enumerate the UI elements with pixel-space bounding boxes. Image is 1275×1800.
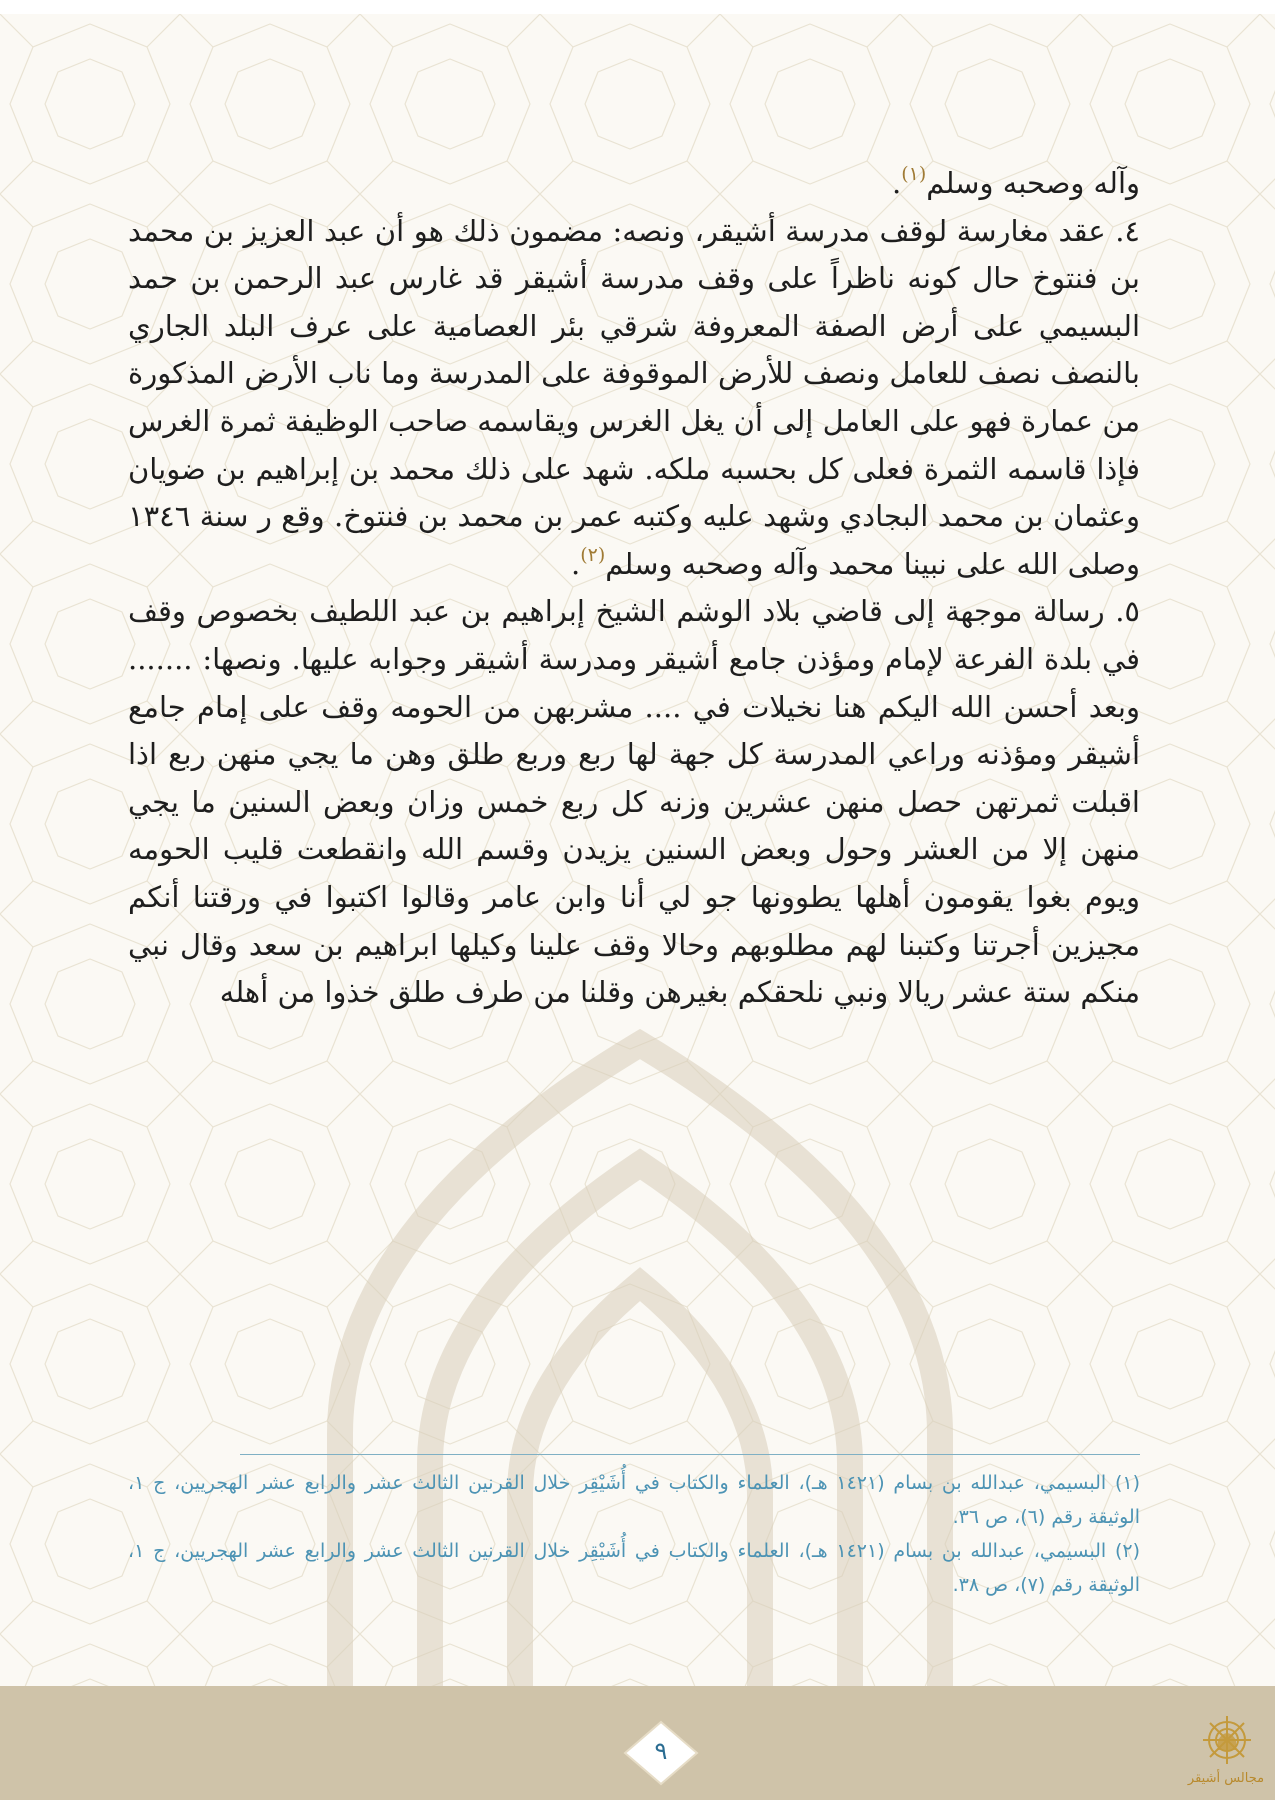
document-body [128, 160, 1140, 1017]
paragraph-item-5 [128, 588, 1140, 1016]
logo-label: مجالس أشيقر [1187, 1771, 1265, 1786]
paragraph-text: ٤. عقد مغارسة لوقف مدرسة أشيقر، ونصه: مضمون ذلك هو أن عبد العزيز بن محمد بن فنتوخ حال كونه ناظراً على وقف مدرسة أشيقر قد غارس عبد الرحمن بن حمد البسيمي على أرض الصفة المعروفة شرقي بئر العصامية على عرف البلد الجاري بالنصف نصف للعامل ونصف للأرض الموقوفة على المدرسة وما ناب الأرض المذكورة من عمارة فهو على العامل إلى أن يغل الغرس ويقاسمه صاحب الوظيفة ثمرة الغرس فإذا قاسمه الثمرة فعلى كل بحسبه ملكه. شهد على ذلك محمد بن إبراهيم بن ضويان وعثمان بن محمد البجادي وشهد عليه وكتبه عمر بن محمد بن فنتوخ. وقع ر سنة ١٣٤٦ وصلى الله على نبينا محمد وآله وصحبه وسلم [128, 213, 1140, 581]
footnotes [128, 1466, 1140, 1602]
footnote-marker-1: (١) [901, 163, 927, 185]
paragraph-item-4 [128, 208, 1140, 589]
paragraph-end: . [570, 546, 581, 581]
footnote-1: (١) البسيمي، عبدالله بن بسام (١٤٢١ هـ)، العلماء والكتاب في أُشَيْقِر خلال القرنين الثالث عشر والرابع عشر الهجريين، ج ١، الوثيقة رقم (٦)، ص ٣٦. [128, 1472, 1140, 1528]
paragraph-text: وآله وصحبه وسلم [926, 166, 1140, 200]
background-arch-watermark [300, 1014, 980, 1800]
footnote-marker-2: (٢) [580, 543, 606, 566]
paragraph-closing-previous [128, 160, 1140, 208]
paragraph-text: ٥. رسالة موجهة إلى قاضي بلاد الوشم الشيخ إبراهيم بن عبد اللطيف بخصوص وقف في بلدة الفرعة لإمام ومؤذن جامع أشيقر ومدرسة أشيقر وجوابه عليها. ونصها: ....... وبعد أحسن الله اليكم هنا نخيلات في .... مشربهن من الحومه وقف على إمام جامع أشيقر ومؤذنه وراعي المدرسة كل جهة لها ربع وربع طلق وهن ما يجي منهن ربع اذا اقبلت ثمرتهن حصل منهن عشرين وزنه كل ربع خمس وزان وبعض السنين ما يجي منهن إلا من العشر وحول وبعض السنين يزيدن وقسم الله وانقطعت قليب الحومه ويوم بغوا يقومون أهلها يطوونها جو لي أنا وابن عامر وقالوا اكتبوا في ورقتنا أنكم مجيزين أجرتنا وكتبنا لهم مطلوبهم وحالا وقف علينا وكيلها ابراهيم بن سعد وقال نبي منكم ستة عشر ريالا ونبي نلحقكم بغيرهن وقلنا من طرف طلق خذوا من أهله [128, 594, 1140, 1010]
footnote-2: (٢) البسيمي، عبدالله بن بسام (١٤٢١ هـ)، العلماء والكتاب في أُشَيْقِر خلال القرنين الثالث عشر والرابع عشر الهجريين، ج ١، الوثيقة رقم (٧)، ص ٣٨. [128, 1540, 1140, 1596]
footnote-separator [240, 1454, 1140, 1455]
paragraph-end: . [891, 166, 902, 200]
page-number: ٩ [654, 1737, 668, 1765]
